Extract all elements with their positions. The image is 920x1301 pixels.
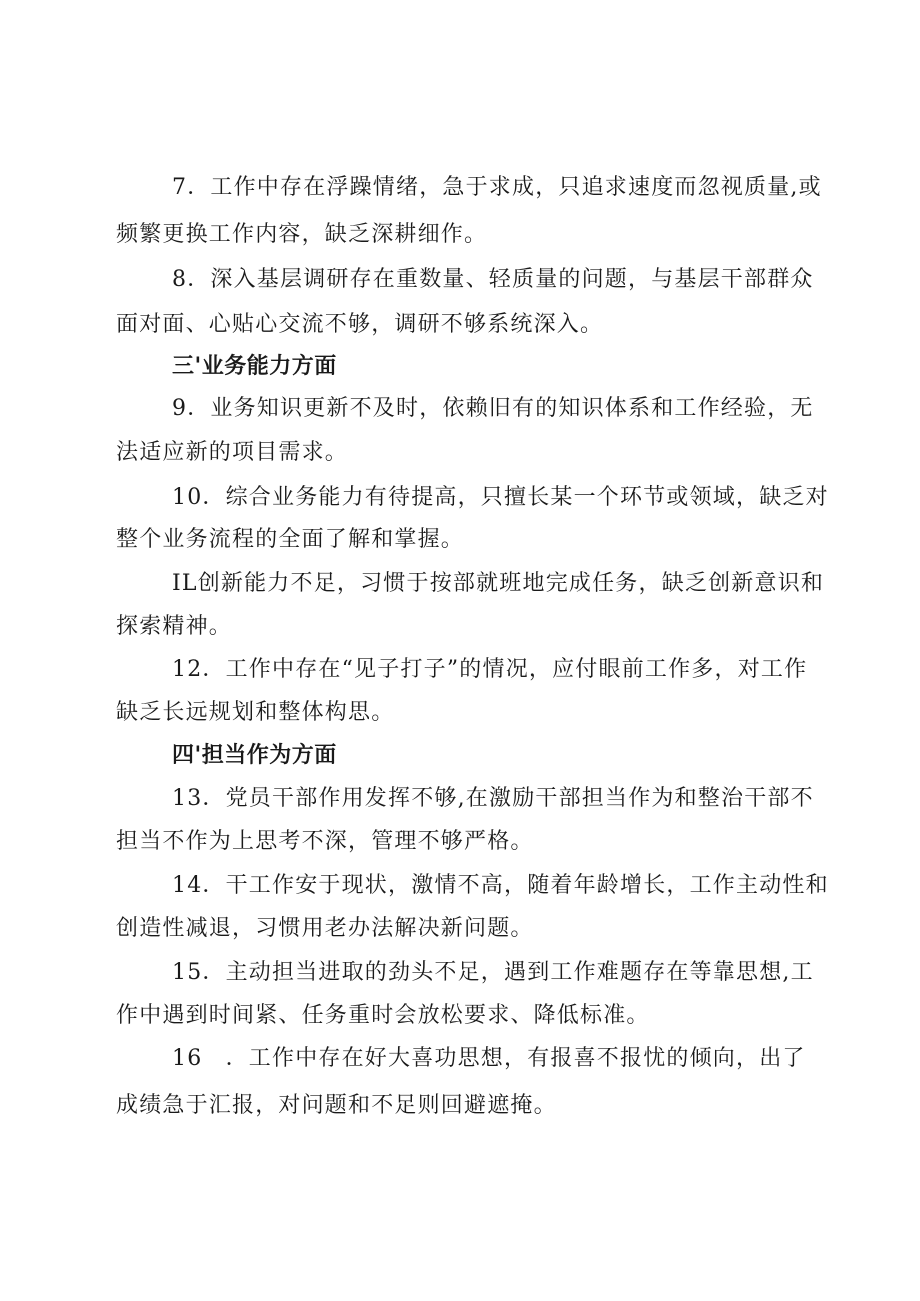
item-16-line-2: 成绩急于汇报，对问题和不足则回避遮掩。 — [116, 1093, 557, 1118]
item-15-line-1: 15．主动担当进取的劲头不足，遇到工作难题存在等靠思想,工 — [172, 960, 814, 985]
item-14-line-1: 14．干工作安于现状，激情不高，随着年龄增长，工作主动性和 — [172, 873, 829, 898]
item-8-line-1: 8．深入基层调研存在重数量、轻质量的问题，与基层干部群众 — [172, 267, 814, 292]
item-10-line-2: 整个业务流程的全面了解和掌握。 — [116, 527, 465, 552]
section-heading-3: 三'业务能力方面 — [172, 354, 337, 379]
item-12-line-2: 缺乏长远规划和整体构思。 — [116, 700, 395, 725]
item-13-line-2: 担当不作为上思考不深，管理不够严格。 — [116, 829, 534, 854]
section-heading-4: 四'担当作为方面 — [172, 743, 337, 768]
item-7-line-2: 频繁更换工作内容，缺乏深耕细作。 — [116, 222, 488, 247]
item-14-line-2: 创造性减退，习惯用老办法解决新问题。 — [116, 916, 534, 941]
item-8-line-2: 面对面、心贴心交流不够，调研不够系统深入。 — [116, 312, 604, 337]
item-15-line-2: 作中遇到时间紧、任务重时会放松要求、降低标准。 — [116, 1003, 650, 1028]
item-7-line-1: 7．工作中存在浮躁情绪，急于求成，只追求速度而忽视质量,或 — [172, 175, 822, 200]
item-11-line-1: IL创新能力不足，习惯于按部就班地完成任务，缺乏创新意识和 — [172, 571, 825, 596]
item-16-line-1: 16 ．工作中存在好大喜功思想，有报喜不报忧的倾向，出了 — [172, 1046, 806, 1071]
item-9-line-2: 法适应新的项目需求。 — [116, 440, 349, 465]
item-13-line-1: 13．党员干部作用发挥不够,在激励干部担当作为和整治干部不 — [172, 786, 814, 811]
item-9-line-1: 9．业务知识更新不及时，依赖旧有的知识体系和工作经验，无 — [172, 396, 814, 421]
item-11-line-2: 探索精神。 — [116, 614, 233, 639]
item-12-line-1: 12．工作中存在“见子打子”的情况，应付眼前工作多，对工作 — [172, 657, 808, 682]
item-10-line-1: 10．综合业务能力有待提高，只擅长某一个环节或领域，缺乏对 — [172, 485, 829, 510]
